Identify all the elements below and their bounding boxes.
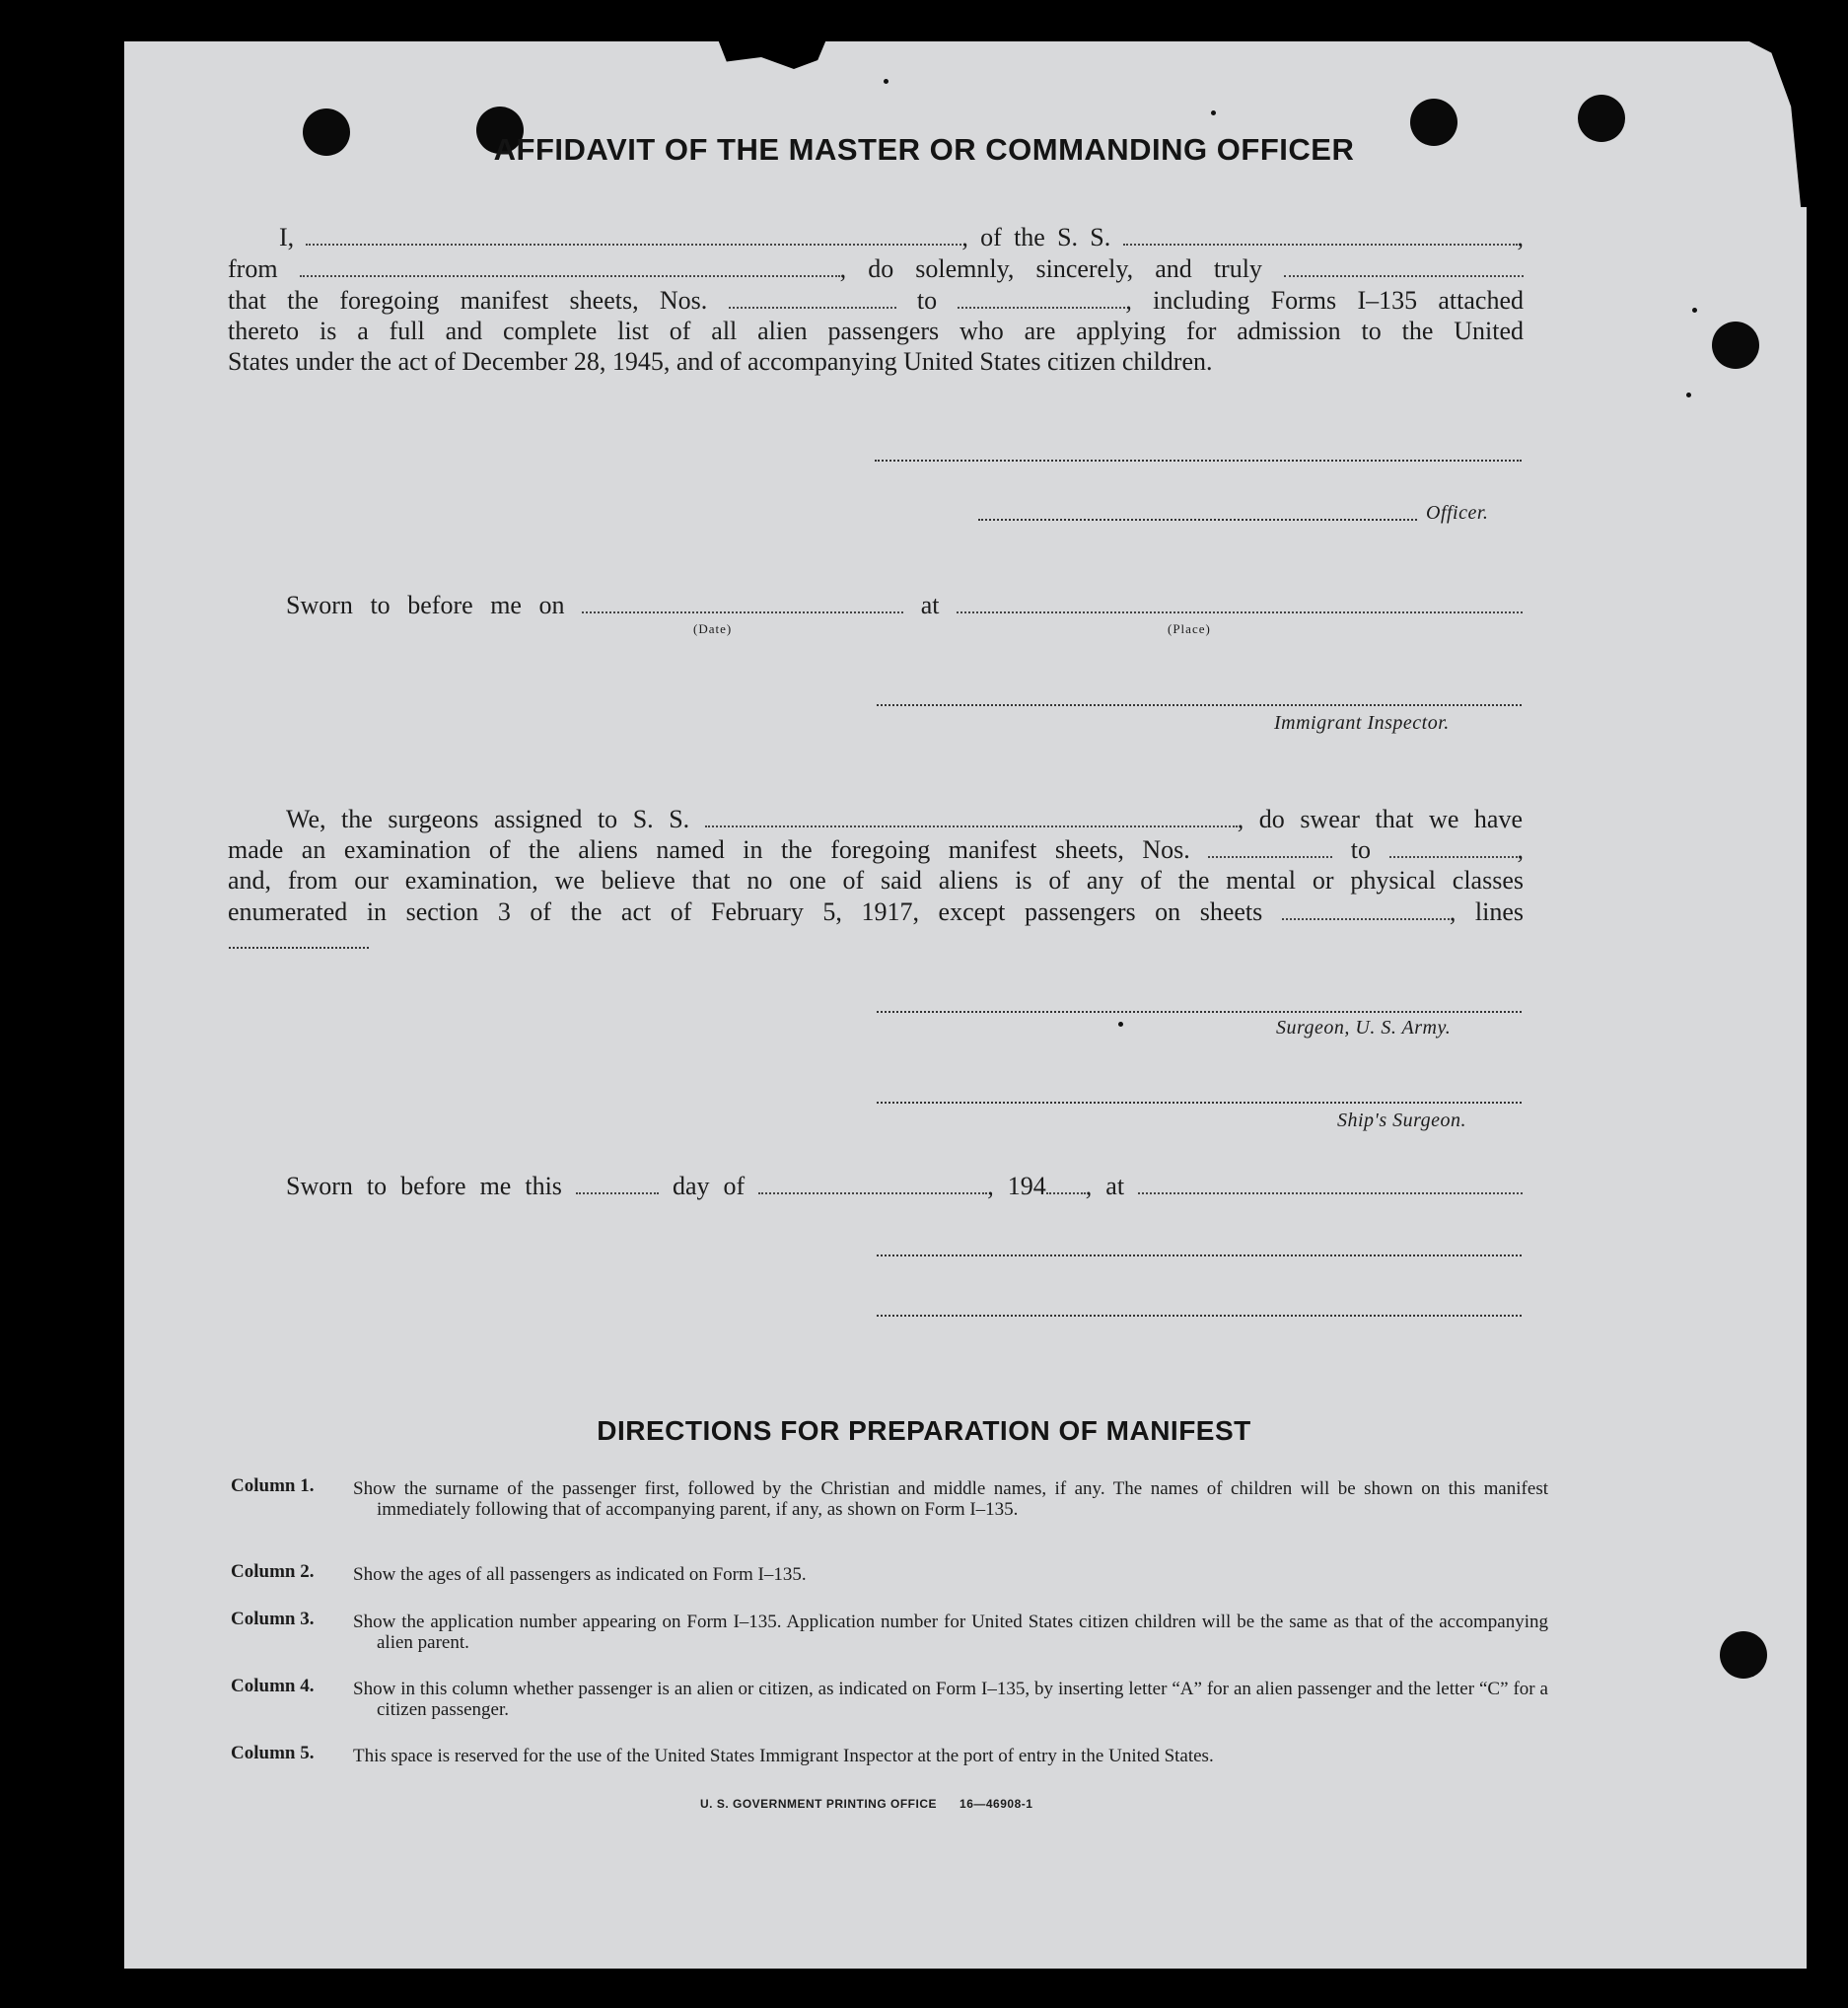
officer-caption: Officer. — [1426, 502, 1489, 524]
surgeons-line-1: We, the surgeons assigned to S. S. , do swear that we have — [286, 805, 1523, 833]
sworn-on-line: Sworn to before me on at — [286, 590, 1523, 620]
direction-text-5: This space is reserved for the use of the United States Immigrant Inspector at the port of entry in the United States. — [353, 1746, 1214, 1766]
affidavit-line-4: thereto is a full and complete list of all alien passengers who are applying for admission to the United — [228, 317, 1524, 345]
speck — [1211, 110, 1216, 115]
inspector-signature-line[interactable] — [877, 704, 1522, 706]
ship-surgeon-signature-line[interactable] — [877, 1102, 1522, 1104]
direction-label-2: Column 2. — [231, 1561, 315, 1582]
direction-text-1: Show the surname of the passenger first, followed by the Christian and middle names, if any. The names of children will be shown on this manifest immediately following that of accompanying parent, if any, as shown on Form I–135. — [353, 1478, 1548, 1520]
surgeons-line-4: enumerated in section 3 of the act of February 5, 1917, except passengers on sheets , lines — [228, 897, 1524, 926]
sworn-month-field[interactable] — [758, 1173, 987, 1194]
ship-name-field[interactable] — [1123, 224, 1518, 246]
direction-label-5: Column 5. — [231, 1743, 315, 1763]
speck — [1692, 308, 1697, 313]
sworn-year-field[interactable] — [1046, 1173, 1086, 1194]
affidavit-line-5: States under the act of December 28, 1945, and of accompanying United States citizen children. — [228, 347, 1213, 376]
affidavit-line-2: from , do solemnly, sincerely, and truly — [228, 253, 1524, 284]
master-name-field[interactable] — [306, 224, 961, 246]
place-caption: (Place) — [1168, 621, 1211, 636]
sworn-this-day-line: Sworn to before me this day of , 194 , at — [286, 1171, 1523, 1201]
direction-label-3: Column 3. — [231, 1609, 315, 1629]
sheets-to-field[interactable] — [958, 287, 1125, 309]
army-surgeon-caption: Surgeon, U. S. Army. — [1276, 1017, 1452, 1039]
direction-text-4: Show in this column whether passenger is an alien or citizen, as indicated on Form I–135, by inserting letter “A” for an alien passenger and the letter “C” for a citizen passenger. — [353, 1679, 1548, 1720]
surgeons-line-2: made an examination of the aliens named in the foregoing manifest sheets, Nos. to , — [228, 835, 1524, 864]
surgeons-ship-field[interactable] — [705, 806, 1238, 827]
except-sheets-field[interactable] — [1282, 898, 1450, 920]
sheets-from-field[interactable] — [729, 287, 896, 309]
affidavit-line-1: I, , of the S. S. , — [279, 223, 1525, 251]
inspector-caption: Immigrant Inspector. — [1274, 712, 1450, 734]
exam-sheets-to-field[interactable] — [1389, 836, 1518, 858]
affirm-field[interactable] — [1284, 255, 1524, 277]
officer-signature-line-3[interactable] — [877, 1255, 1522, 1256]
sworn-day-field[interactable] — [576, 1173, 659, 1194]
date-caption: (Date) — [693, 621, 733, 636]
ship-surgeon-caption: Ship's Surgeon. — [1337, 1110, 1467, 1131]
sworn-date-field[interactable] — [582, 592, 903, 613]
affidavit-title: AFFIDAVIT OF THE MASTER OR COMMANDING OFFICER — [493, 132, 1355, 167]
from-port-field[interactable] — [300, 255, 840, 277]
printer-footer: U. S. GOVERNMENT PRINTING OFFICE 16—46908-1 — [700, 1797, 1033, 1811]
direction-text-2: Show the ages of all passengers as indicated on Form I–135. — [353, 1564, 807, 1585]
speck — [1118, 1022, 1123, 1027]
officer-signature-line-1[interactable] — [875, 460, 1522, 462]
sworn2-place-field[interactable] — [1138, 1173, 1523, 1194]
directions-title: DIRECTIONS FOR PREPARATION OF MANIFEST — [597, 1415, 1251, 1446]
punch-hole — [1720, 1631, 1767, 1679]
army-surgeon-signature-line[interactable] — [877, 1011, 1522, 1013]
speck — [884, 79, 888, 84]
officer-signature-line-4[interactable] — [877, 1315, 1522, 1317]
speck — [1686, 393, 1691, 397]
surgeons-line-3: and, from our examination, we believe that no one of said aliens is of any of the mental or physical classes — [228, 866, 1524, 895]
affidavit-line-3: that the foregoing manifest sheets, Nos. to , including Forms I–135 attached — [228, 286, 1525, 315]
except-lines-field[interactable] — [229, 947, 369, 949]
punch-hole — [1712, 322, 1759, 369]
direction-label-1: Column 1. — [231, 1475, 315, 1496]
officer-signature-line-2[interactable] — [978, 519, 1417, 521]
direction-text-3: Show the application number appearing on Form I–135. Application number for United States citizen children will be the same as that of the accompanying alien parent. — [353, 1612, 1548, 1653]
sworn-place-field[interactable] — [957, 592, 1523, 613]
direction-label-4: Column 4. — [231, 1676, 315, 1696]
exam-sheets-from-field[interactable] — [1208, 836, 1332, 858]
